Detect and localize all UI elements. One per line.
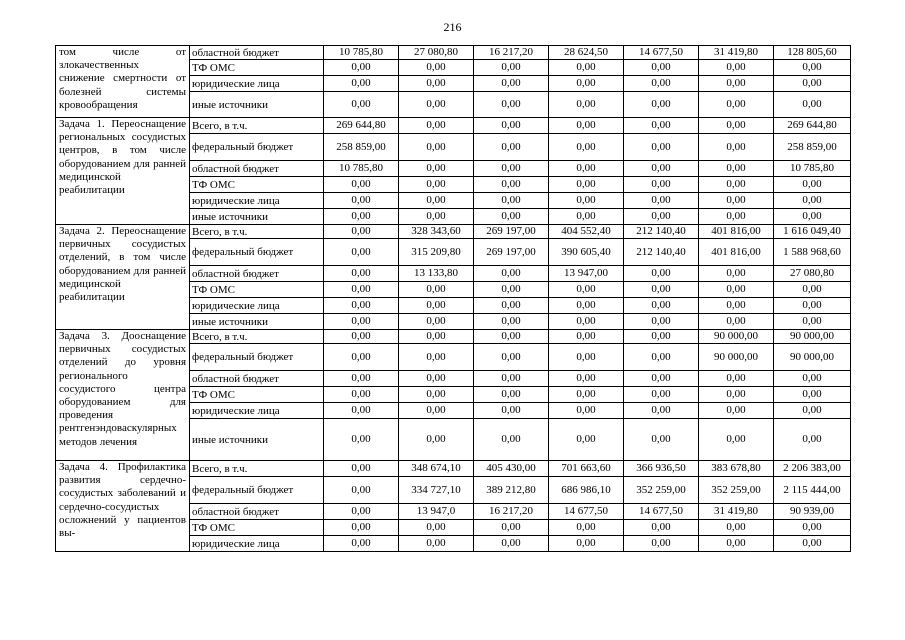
value-cell: 0,00 [624, 209, 699, 225]
funding-source: областной бюджет [190, 266, 324, 282]
funding-source: юридические лица [190, 536, 324, 552]
table-row [56, 118, 851, 134]
value-cell: 0,00 [474, 536, 549, 552]
value-cell: 0,00 [549, 330, 624, 344]
value-cell: 0,00 [474, 330, 549, 344]
task-description: Задача 3. Дооснащение первичных сосудистых отделений до уровня регионального сосудистого центра оборудованием для проведения рентгенэндоваскулярных методов лечения [56, 330, 190, 461]
value-cell: 27 080,80 [399, 46, 474, 60]
value-cell: 0,00 [699, 403, 774, 419]
value-cell: 0,00 [699, 193, 774, 209]
value-cell: 0,00 [399, 344, 474, 371]
funding-source: ТФ ОМС [190, 60, 324, 76]
total-cell: 0,00 [774, 60, 851, 76]
value-cell: 13 947,0 [399, 504, 474, 520]
funding-source: областной бюджет [190, 504, 324, 520]
total-cell: 0,00 [774, 371, 851, 387]
value-cell: 13 133,80 [399, 266, 474, 282]
value-cell: 701 663,60 [549, 461, 624, 477]
table-row [56, 330, 851, 344]
value-cell: 0,00 [549, 520, 624, 536]
value-cell: 0,00 [699, 314, 774, 330]
value-cell: 0,00 [474, 298, 549, 314]
value-cell: 352 259,00 [699, 477, 774, 504]
value-cell: 0,00 [324, 76, 399, 92]
total-cell: 10 785,80 [774, 161, 851, 177]
value-cell: 0,00 [324, 536, 399, 552]
value-cell: 0,00 [324, 225, 399, 239]
value-cell: 328 343,60 [399, 225, 474, 239]
value-cell: 0,00 [324, 461, 399, 477]
page-number: 216 [443, 20, 462, 34]
value-cell: 0,00 [474, 134, 549, 161]
total-cell: 0,00 [774, 76, 851, 92]
value-cell: 269 644,80 [324, 118, 399, 134]
value-cell: 0,00 [549, 387, 624, 403]
value-cell: 0,00 [699, 161, 774, 177]
value-cell: 0,00 [474, 60, 549, 76]
value-cell: 0,00 [549, 371, 624, 387]
task-description: Задача 2. Переоснащение первичных сосудистых отделений, в том числе оборудованием для ранней медицинской реабилитации [56, 225, 190, 330]
value-cell: 0,00 [324, 371, 399, 387]
value-cell: 0,00 [549, 282, 624, 298]
value-cell: 0,00 [399, 282, 474, 298]
budget-table [55, 45, 851, 552]
total-cell: 1 616 049,40 [774, 225, 851, 239]
value-cell: 0,00 [699, 76, 774, 92]
funding-source: иные источники [190, 92, 324, 118]
total-cell: 0,00 [774, 282, 851, 298]
table-row [56, 46, 851, 60]
value-cell: 0,00 [699, 92, 774, 118]
value-cell: 212 140,40 [624, 239, 699, 266]
value-cell: 90 000,00 [699, 344, 774, 371]
value-cell: 0,00 [399, 419, 474, 461]
value-cell: 13 947,00 [549, 266, 624, 282]
funding-source: федеральный бюджет [190, 134, 324, 161]
value-cell: 0,00 [474, 314, 549, 330]
total-cell: 0,00 [774, 403, 851, 419]
value-cell: 0,00 [624, 282, 699, 298]
value-cell: 0,00 [549, 60, 624, 76]
value-cell: 258 859,00 [324, 134, 399, 161]
funding-source: ТФ ОМС [190, 520, 324, 536]
value-cell: 0,00 [324, 60, 399, 76]
funding-source: юридические лица [190, 76, 324, 92]
funding-source: ТФ ОМС [190, 387, 324, 403]
total-cell: 0,00 [774, 419, 851, 461]
funding-source: федеральный бюджет [190, 477, 324, 504]
value-cell: 0,00 [624, 193, 699, 209]
task-description: том числе от злокачественных снижение смертности от болезней системы кровообращения [56, 46, 190, 118]
value-cell: 0,00 [399, 118, 474, 134]
value-cell: 0,00 [474, 371, 549, 387]
value-cell: 0,00 [324, 419, 399, 461]
funding-source: ТФ ОМС [190, 177, 324, 193]
value-cell: 0,00 [474, 520, 549, 536]
funding-source: областной бюджет [190, 161, 324, 177]
value-cell: 0,00 [699, 371, 774, 387]
value-cell: 0,00 [324, 520, 399, 536]
value-cell: 0,00 [324, 403, 399, 419]
value-cell: 0,00 [474, 118, 549, 134]
value-cell: 0,00 [399, 314, 474, 330]
value-cell: 0,00 [624, 92, 699, 118]
value-cell: 0,00 [324, 193, 399, 209]
value-cell: 90 000,00 [699, 330, 774, 344]
funding-source: Всего, в т.ч. [190, 225, 324, 239]
value-cell: 404 552,40 [549, 225, 624, 239]
total-cell: 0,00 [774, 298, 851, 314]
value-cell: 0,00 [549, 177, 624, 193]
value-cell: 0,00 [324, 239, 399, 266]
value-cell: 0,00 [399, 92, 474, 118]
value-cell: 0,00 [399, 161, 474, 177]
value-cell: 0,00 [474, 177, 549, 193]
value-cell: 686 986,10 [549, 477, 624, 504]
value-cell: 389 212,80 [474, 477, 549, 504]
total-cell: 0,00 [774, 92, 851, 118]
value-cell: 0,00 [399, 536, 474, 552]
value-cell: 0,00 [474, 266, 549, 282]
total-cell: 269 644,80 [774, 118, 851, 134]
value-cell: 0,00 [624, 266, 699, 282]
value-cell: 0,00 [699, 298, 774, 314]
funding-source: федеральный бюджет [190, 344, 324, 371]
value-cell: 0,00 [624, 371, 699, 387]
value-cell: 269 197,00 [474, 239, 549, 266]
value-cell: 0,00 [399, 403, 474, 419]
value-cell: 401 816,00 [699, 225, 774, 239]
value-cell: 0,00 [549, 209, 624, 225]
value-cell: 0,00 [699, 177, 774, 193]
value-cell: 405 430,00 [474, 461, 549, 477]
value-cell: 0,00 [549, 161, 624, 177]
total-cell: 0,00 [774, 520, 851, 536]
total-cell: 2 115 444,00 [774, 477, 851, 504]
value-cell: 0,00 [474, 282, 549, 298]
total-cell: 0,00 [774, 536, 851, 552]
value-cell: 0,00 [399, 298, 474, 314]
value-cell: 0,00 [324, 298, 399, 314]
value-cell: 0,00 [699, 134, 774, 161]
value-cell: 0,00 [399, 134, 474, 161]
value-cell: 0,00 [324, 330, 399, 344]
value-cell: 0,00 [699, 387, 774, 403]
value-cell: 0,00 [399, 387, 474, 403]
value-cell: 0,00 [624, 330, 699, 344]
total-cell: 27 080,80 [774, 266, 851, 282]
value-cell: 28 624,50 [549, 46, 624, 60]
value-cell: 0,00 [549, 536, 624, 552]
value-cell: 0,00 [399, 330, 474, 344]
value-cell: 0,00 [549, 118, 624, 134]
value-cell: 390 605,40 [549, 239, 624, 266]
value-cell: 366 936,50 [624, 461, 699, 477]
value-cell: 0,00 [549, 76, 624, 92]
funding-source: федеральный бюджет [190, 239, 324, 266]
value-cell: 269 197,00 [474, 225, 549, 239]
value-cell: 0,00 [699, 419, 774, 461]
value-cell: 0,00 [474, 161, 549, 177]
value-cell: 0,00 [549, 193, 624, 209]
value-cell: 0,00 [324, 92, 399, 118]
value-cell: 0,00 [624, 344, 699, 371]
value-cell: 31 419,80 [699, 46, 774, 60]
value-cell: 0,00 [324, 209, 399, 225]
value-cell: 0,00 [699, 266, 774, 282]
value-cell: 334 727,10 [399, 477, 474, 504]
value-cell: 0,00 [324, 387, 399, 403]
value-cell: 0,00 [624, 403, 699, 419]
value-cell: 14 677,50 [624, 46, 699, 60]
value-cell: 0,00 [624, 60, 699, 76]
funding-source: иные источники [190, 209, 324, 225]
value-cell: 0,00 [324, 314, 399, 330]
total-cell: 0,00 [774, 209, 851, 225]
total-cell: 0,00 [774, 387, 851, 403]
value-cell: 0,00 [549, 344, 624, 371]
funding-source: Всего, в т.ч. [190, 461, 324, 477]
value-cell: 0,00 [324, 344, 399, 371]
value-cell: 0,00 [324, 266, 399, 282]
value-cell: 16 217,20 [474, 46, 549, 60]
funding-source: юридические лица [190, 403, 324, 419]
value-cell: 0,00 [624, 520, 699, 536]
value-cell: 0,00 [699, 209, 774, 225]
value-cell: 0,00 [474, 76, 549, 92]
value-cell: 0,00 [399, 193, 474, 209]
value-cell: 0,00 [549, 92, 624, 118]
table-body [56, 46, 851, 552]
value-cell: 0,00 [399, 60, 474, 76]
value-cell: 0,00 [624, 118, 699, 134]
value-cell: 0,00 [549, 419, 624, 461]
value-cell: 0,00 [324, 504, 399, 520]
funding-source: иные источники [190, 419, 324, 461]
value-cell: 0,00 [474, 344, 549, 371]
value-cell: 0,00 [399, 520, 474, 536]
value-cell: 0,00 [474, 193, 549, 209]
value-cell: 10 785,80 [324, 161, 399, 177]
value-cell: 0,00 [624, 419, 699, 461]
value-cell: 0,00 [549, 134, 624, 161]
funding-source: Всего, в т.ч. [190, 118, 324, 134]
value-cell: 0,00 [624, 314, 699, 330]
total-cell: 2 206 383,00 [774, 461, 851, 477]
value-cell: 352 259,00 [624, 477, 699, 504]
value-cell: 0,00 [399, 177, 474, 193]
value-cell: 348 674,10 [399, 461, 474, 477]
value-cell: 315 209,80 [399, 239, 474, 266]
total-cell: 90 000,00 [774, 330, 851, 344]
value-cell: 0,00 [474, 419, 549, 461]
funding-source: областной бюджет [190, 46, 324, 60]
value-cell: 14 677,50 [624, 504, 699, 520]
value-cell: 0,00 [624, 298, 699, 314]
total-cell: 90 000,00 [774, 344, 851, 371]
value-cell: 0,00 [549, 403, 624, 419]
task-description: Задача 1. Переоснащение региональных сосудистых центров, в том числе оборудованием для ранней медицинской реабилитации [56, 118, 190, 225]
table-row [56, 225, 851, 239]
value-cell: 0,00 [699, 60, 774, 76]
total-cell: 258 859,00 [774, 134, 851, 161]
value-cell: 14 677,50 [549, 504, 624, 520]
value-cell: 401 816,00 [699, 239, 774, 266]
value-cell: 31 419,80 [699, 504, 774, 520]
task-description: Задача 4. Профилактика развития сердечно-сосудистых заболеваний и сердечно-сосудистых осложнений у пациентов вы- [56, 461, 190, 552]
value-cell: 16 217,20 [474, 504, 549, 520]
value-cell: 0,00 [624, 536, 699, 552]
value-cell: 0,00 [324, 177, 399, 193]
value-cell: 383 678,80 [699, 461, 774, 477]
value-cell: 0,00 [549, 314, 624, 330]
total-cell: 0,00 [774, 193, 851, 209]
value-cell: 0,00 [399, 209, 474, 225]
value-cell: 0,00 [399, 371, 474, 387]
value-cell: 0,00 [399, 76, 474, 92]
value-cell: 212 140,40 [624, 225, 699, 239]
total-cell: 90 939,00 [774, 504, 851, 520]
funding-source: юридические лица [190, 193, 324, 209]
total-cell: 0,00 [774, 177, 851, 193]
value-cell: 0,00 [624, 387, 699, 403]
value-cell: 0,00 [474, 387, 549, 403]
value-cell: 0,00 [699, 536, 774, 552]
value-cell: 0,00 [474, 403, 549, 419]
value-cell: 0,00 [699, 282, 774, 298]
funding-source: областной бюджет [190, 371, 324, 387]
value-cell: 0,00 [624, 177, 699, 193]
value-cell: 0,00 [624, 161, 699, 177]
funding-source: иные источники [190, 314, 324, 330]
value-cell: 0,00 [474, 92, 549, 118]
table-row [56, 461, 851, 477]
value-cell: 0,00 [624, 76, 699, 92]
total-cell: 0,00 [774, 314, 851, 330]
funding-source: ТФ ОМС [190, 282, 324, 298]
value-cell: 10 785,80 [324, 46, 399, 60]
value-cell: 0,00 [324, 282, 399, 298]
funding-source: юридические лица [190, 298, 324, 314]
value-cell: 0,00 [549, 298, 624, 314]
value-cell: 0,00 [324, 477, 399, 504]
value-cell: 0,00 [699, 520, 774, 536]
value-cell: 0,00 [474, 209, 549, 225]
value-cell: 0,00 [699, 118, 774, 134]
total-cell: 128 805,60 [774, 46, 851, 60]
total-cell: 1 588 968,60 [774, 239, 851, 266]
value-cell: 0,00 [624, 134, 699, 161]
funding-source: Всего, в т.ч. [190, 330, 324, 344]
